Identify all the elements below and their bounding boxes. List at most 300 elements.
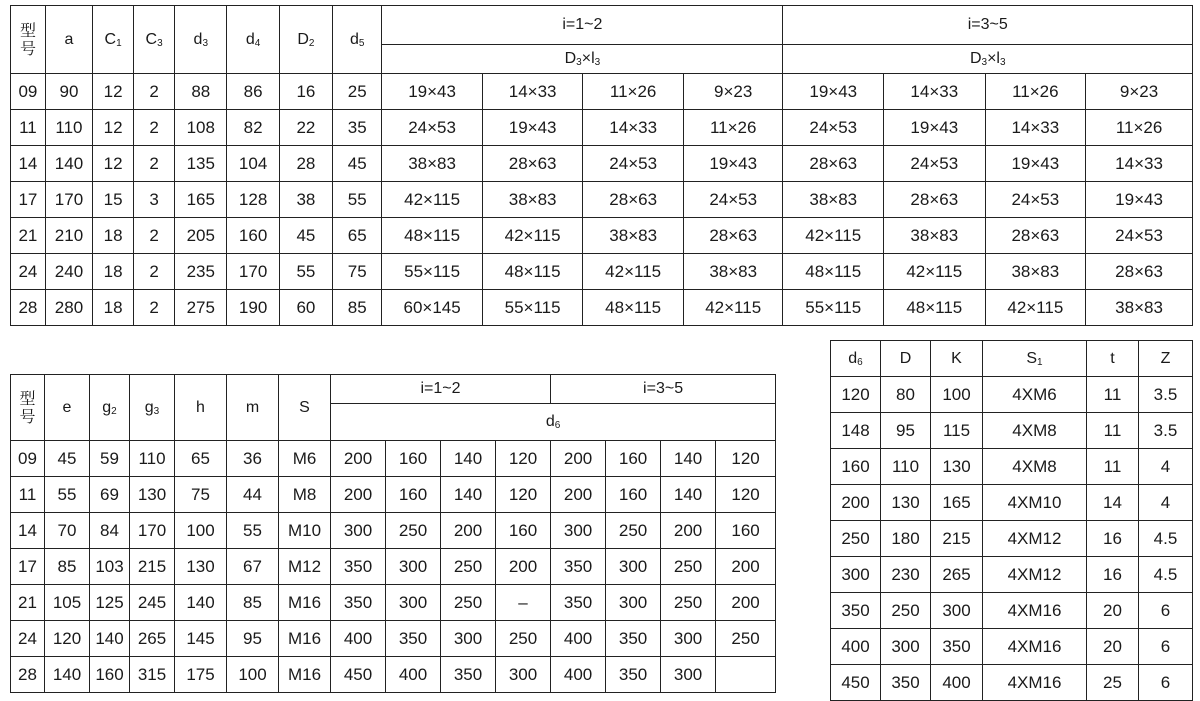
- top-table-cell: 2: [134, 74, 175, 110]
- header-d5: [333, 6, 382, 74]
- top-table-cell: 19×43: [783, 74, 884, 110]
- bolt-table-cell: 4: [1139, 485, 1193, 521]
- top-table-cell: 17: [11, 182, 46, 218]
- bottom-left-table-cell: 200: [441, 513, 496, 549]
- bolt-table-cell: 20: [1087, 593, 1139, 629]
- top-table-cell: 11×26: [1086, 110, 1193, 146]
- header-D3-l3-left: [382, 45, 783, 74]
- header-D3-l3-right: [783, 45, 1193, 74]
- top-table-cell: 55×115: [482, 290, 583, 326]
- bottom-left-table-cell: 55: [45, 477, 90, 513]
- bottom-left-table-cell: 140: [45, 657, 90, 693]
- bolt-table-header-base: S: [1026, 349, 1038, 367]
- bottom-left-table-cell: 300: [606, 585, 661, 621]
- top-table-cell: 24×53: [783, 110, 884, 146]
- top-table-row: [11, 182, 1193, 218]
- top-table-cell: 55: [279, 254, 332, 290]
- bottom-left-table-cell: 130: [175, 549, 227, 585]
- top-table-cell: 48×115: [482, 254, 583, 290]
- bolt-table-cell: 80: [881, 377, 931, 413]
- bottom-left-table-cell: –: [496, 585, 551, 621]
- bolt-table-cell: 4XM12: [983, 557, 1087, 593]
- top-table-cell: 165: [175, 182, 227, 218]
- bolt-table-row: [831, 593, 1193, 629]
- bolt-table-cell: 4XM8: [983, 413, 1087, 449]
- bottom-left-table-cell: M16: [279, 621, 331, 657]
- top-table-cell: 35: [333, 110, 382, 146]
- bottom-left-table-cell: 250: [716, 621, 776, 657]
- top-table-cell: 19×43: [683, 146, 783, 182]
- bolt-table-row: [831, 521, 1193, 557]
- bottom-left-table-cell: 250: [496, 621, 551, 657]
- top-table-cell: 48×115: [382, 218, 483, 254]
- top-table-cell: 12: [93, 110, 134, 146]
- top-table-cell: 28×63: [1086, 254, 1193, 290]
- bolt-table-cell: 230: [881, 557, 931, 593]
- bolt-table-cell: 180: [881, 521, 931, 557]
- top-table-cell: 24×53: [382, 110, 483, 146]
- bolt-table-cell: 130: [881, 485, 931, 521]
- top-table-cell: 11×26: [583, 74, 684, 110]
- bottom-left-table-cell: M10: [279, 513, 331, 549]
- bottom-left-table-cell: 250: [606, 513, 661, 549]
- bolt-table-cell: 450: [831, 665, 881, 701]
- bolt-table-cell: 250: [831, 521, 881, 557]
- bottom-left-table-cell: 160: [496, 513, 551, 549]
- header-c3-sub: 3: [157, 37, 163, 49]
- top-table-cell: 09: [11, 74, 46, 110]
- bottom-left-table-cell: 140: [441, 477, 496, 513]
- header-c3: [134, 6, 175, 74]
- top-table-cell: 38×83: [583, 218, 684, 254]
- bolt-table-cell: 300: [881, 629, 931, 665]
- bolt-table-cell: 350: [931, 629, 983, 665]
- bolt-table-cell: 25: [1087, 665, 1139, 701]
- bolt-table-cell: 4: [1139, 449, 1193, 485]
- bottom-left-table-cell: 300: [331, 513, 386, 549]
- header-c1-sub: 1: [116, 37, 122, 49]
- bottom-left-table-cell: M6: [279, 441, 331, 477]
- bolt-table-row: [831, 557, 1193, 593]
- top-table-cell: 205: [175, 218, 227, 254]
- bolt-table-cell: 11: [1087, 413, 1139, 449]
- bottom-left-table-cell: 350: [551, 585, 606, 621]
- bottom-left-table-cell: 300: [551, 513, 606, 549]
- header-d6-base: d: [545, 413, 555, 430]
- top-table-cell: 108: [175, 110, 227, 146]
- header-d3-sub: 3: [202, 37, 209, 49]
- header-g2: [90, 375, 130, 441]
- header-times-l: ×l: [987, 50, 1000, 67]
- bottom-left-table-cell: 400: [386, 657, 441, 693]
- bottom-left-table-cell: 140: [90, 621, 130, 657]
- top-table-cell: 110: [45, 110, 92, 146]
- header-S: S: [279, 375, 331, 441]
- bottom-left-table-cell: 120: [716, 477, 776, 513]
- top-table-cell: 45: [279, 218, 332, 254]
- bolt-table-cell: 4XM12: [983, 521, 1087, 557]
- top-table-cell: 25: [333, 74, 382, 110]
- bottom-left-table-cell: 170: [130, 513, 175, 549]
- bottom-left-table-cell: 215: [130, 549, 175, 585]
- bottom-left-table-cell: 160: [90, 657, 130, 693]
- bolt-table-header-base: D: [899, 349, 912, 367]
- bottom-left-table-cell: 300: [386, 549, 441, 585]
- top-table-cell: 11×26: [985, 74, 1086, 110]
- bottom-left-table-cell: 350: [331, 585, 386, 621]
- bolt-table-cell: 16: [1087, 521, 1139, 557]
- top-table-cell: 14×33: [884, 74, 986, 110]
- bolt-table-row: [831, 413, 1193, 449]
- bottom-left-table-cell: 200: [661, 513, 716, 549]
- bottom-left-table-cell: 145: [175, 621, 227, 657]
- bottom-left-table-cell: 300: [386, 585, 441, 621]
- top-table-cell: 28×63: [482, 146, 583, 182]
- bottom-left-table-cell: M12: [279, 549, 331, 585]
- bottom-left-table-cell: 140: [661, 477, 716, 513]
- bolt-table-cell: 400: [931, 665, 983, 701]
- bolt-table-header: [1087, 341, 1139, 377]
- top-table-cell: 85: [333, 290, 382, 326]
- header-e: e: [45, 375, 90, 441]
- header-model: [11, 375, 45, 441]
- bottom-left-table-cell: M8: [279, 477, 331, 513]
- header-m: m: [227, 375, 279, 441]
- bottom-left-table-cell: 120: [716, 441, 776, 477]
- top-table-cell: 24: [11, 254, 46, 290]
- bottom-left-table-cell: M16: [279, 585, 331, 621]
- bottom-left-table-cell: 350: [606, 621, 661, 657]
- top-table-cell: 19×43: [482, 110, 583, 146]
- top-table-cell: 14×33: [482, 74, 583, 110]
- bolt-table-cell: 6: [1139, 665, 1193, 701]
- bottom-left-table-cell: 140: [441, 441, 496, 477]
- top-table-cell: 19×43: [884, 110, 986, 146]
- bolt-table-cell: 4XM16: [983, 593, 1087, 629]
- top-table-cell: 24×53: [683, 182, 783, 218]
- top-table-cell: 12: [93, 146, 134, 182]
- bolt-table-cell: 4.5: [1139, 557, 1193, 593]
- top-table-cell: 82: [227, 110, 279, 146]
- top-table-cell: 3: [134, 182, 175, 218]
- bolt-table-cell: 4XM6: [983, 377, 1087, 413]
- top-table-cell: 190: [227, 290, 279, 326]
- bottom-left-table-cell: 265: [130, 621, 175, 657]
- bottom-left-table-cell: 250: [661, 585, 716, 621]
- bottom-left-table-row: [11, 621, 776, 657]
- top-table-cell: 38×83: [985, 254, 1086, 290]
- top-table-row: [11, 74, 1193, 110]
- bolt-table-cell: 100: [931, 377, 983, 413]
- bottom-left-table-cell: 110: [130, 441, 175, 477]
- bottom-left-table-cell: 350: [606, 657, 661, 693]
- top-table-cell: 240: [45, 254, 92, 290]
- top-table-cell: 28×63: [683, 218, 783, 254]
- top-table-cell: 88: [175, 74, 227, 110]
- top-table-cell: 75: [333, 254, 382, 290]
- bottom-left-table-cell: 315: [130, 657, 175, 693]
- bottom-left-table-cell: 160: [606, 477, 661, 513]
- bottom-left-table-cell: 245: [130, 585, 175, 621]
- bottom-left-table-row: [11, 441, 776, 477]
- bolt-table-row: [831, 485, 1193, 521]
- bolt-table-header: [983, 341, 1087, 377]
- header-c1-base: C: [104, 30, 117, 48]
- top-table-cell: 45: [333, 146, 382, 182]
- top-table-cell: 60×145: [382, 290, 483, 326]
- bottom-left-table-cell: 17: [11, 549, 45, 585]
- top-table-cell: 21: [11, 218, 46, 254]
- bolt-dimensions-table: [830, 340, 1193, 701]
- top-table-cell: 9×23: [1086, 74, 1193, 110]
- bottom-left-table-cell: 85: [45, 549, 90, 585]
- header-l3-sub: 3: [999, 57, 1006, 68]
- bottom-left-table-cell: 120: [496, 441, 551, 477]
- model-label: 型号: [19, 20, 36, 58]
- header-d3: [175, 6, 227, 74]
- bottom-left-table-cell: 200: [716, 549, 776, 585]
- bolt-table-cell: 300: [931, 593, 983, 629]
- header-d4: [227, 6, 279, 74]
- top-table-cell: 42×115: [884, 254, 986, 290]
- header-D2-base: D: [297, 30, 309, 48]
- header-D3-sub: 3: [981, 57, 988, 68]
- bottom-left-table-cell: 350: [386, 621, 441, 657]
- bottom-left-table-cell: 84: [90, 513, 130, 549]
- bolt-table-header-base: Z: [1160, 349, 1171, 367]
- bottom-left-table-cell: 125: [90, 585, 130, 621]
- header-c3-base: C: [145, 30, 158, 48]
- top-table-cell: 86: [227, 74, 279, 110]
- bottom-left-table-cell: 300: [661, 621, 716, 657]
- top-table-cell: 42×115: [683, 290, 783, 326]
- bolt-table-header: [831, 341, 881, 377]
- top-table-cell: 14: [11, 146, 46, 182]
- bottom-left-table-cell: 55: [227, 513, 279, 549]
- bottom-left-table-row: [11, 513, 776, 549]
- bolt-table-cell: 165: [931, 485, 983, 521]
- bottom-left-table-cell: 11: [11, 477, 45, 513]
- bottom-left-table-cell: 250: [441, 585, 496, 621]
- header-group-ratio-1-2: i=1~2: [382, 6, 783, 45]
- bolt-table-cell: 4XM8: [983, 449, 1087, 485]
- top-table-cell: 24×53: [985, 182, 1086, 218]
- bottom-left-table-cell: 450: [331, 657, 386, 693]
- top-table-cell: 42×115: [583, 254, 684, 290]
- bolt-table-cell: 6: [1139, 629, 1193, 665]
- top-table-cell: 16: [279, 74, 332, 110]
- bottom-left-table-cell: 120: [496, 477, 551, 513]
- top-table-cell: 38×83: [382, 146, 483, 182]
- bottom-left-table-cell: 140: [661, 441, 716, 477]
- header-group-ratio-3-5: i=3~5: [551, 375, 776, 404]
- header-g2-sub: 2: [111, 405, 117, 417]
- bottom-left-table-cell: 65: [175, 441, 227, 477]
- header-d4-sub: 4: [254, 37, 261, 49]
- bottom-left-table-cell: 140: [175, 585, 227, 621]
- bottom-left-table-cell: 69: [90, 477, 130, 513]
- bolt-table-cell: 160: [831, 449, 881, 485]
- header-g3-base: g: [144, 398, 154, 416]
- bottom-left-table-cell: 400: [551, 621, 606, 657]
- top-table-cell: 38×83: [1086, 290, 1193, 326]
- bottom-left-table-cell: 95: [227, 621, 279, 657]
- top-table-cell: 19×43: [985, 146, 1086, 182]
- bolt-table-cell: 300: [831, 557, 881, 593]
- bolt-table-cell: 11: [1087, 449, 1139, 485]
- top-table-row: [11, 110, 1193, 146]
- header-D3-base: D: [564, 50, 577, 67]
- header-D3-sub: 3: [576, 57, 582, 68]
- bolt-table-cell: 4XM10: [983, 485, 1087, 521]
- bottom-left-table-cell: 200: [331, 441, 386, 477]
- header-a: a: [45, 6, 92, 74]
- bolt-table-row: [831, 377, 1193, 413]
- header-d5-sub: 5: [358, 37, 365, 49]
- bottom-left-table-cell: 160: [386, 441, 441, 477]
- bolt-table-cell: 4XM16: [983, 629, 1087, 665]
- top-table-cell: 104: [227, 146, 279, 182]
- header-g3-sub: 3: [153, 405, 160, 417]
- bottom-left-table-cell: 200: [331, 477, 386, 513]
- bolt-table-header-base: d: [848, 349, 858, 367]
- bottom-left-table-cell: 09: [11, 441, 45, 477]
- top-table-cell: 24×53: [583, 146, 684, 182]
- bolt-table-cell: 148: [831, 413, 881, 449]
- bottom-left-table-cell: 130: [130, 477, 175, 513]
- bolt-table-header-sub: 6: [857, 356, 863, 368]
- header-model: [11, 6, 46, 74]
- bolt-table-row: [831, 665, 1193, 701]
- bolt-table-cell: 215: [931, 521, 983, 557]
- bolt-table-header-base: K: [951, 349, 962, 367]
- bottom-left-table-cell: 400: [331, 621, 386, 657]
- bottom-left-table-cell: 300: [496, 657, 551, 693]
- top-table-cell: 128: [227, 182, 279, 218]
- top-table-cell: 11×26: [683, 110, 783, 146]
- top-table-cell: 28: [11, 290, 46, 326]
- top-table-cell: 2: [134, 146, 175, 182]
- bolt-table-cell: 350: [831, 593, 881, 629]
- bottom-left-table-row: [11, 585, 776, 621]
- bottom-left-table-cell: 350: [331, 549, 386, 585]
- bottom-left-table-cell: 350: [551, 549, 606, 585]
- top-table-cell: 28×63: [783, 146, 884, 182]
- header-d6-sub: 6: [554, 420, 561, 431]
- top-table-cell: 55×115: [382, 254, 483, 290]
- top-table-cell: 42×115: [985, 290, 1086, 326]
- bolt-table-row: [831, 629, 1193, 665]
- top-table-cell: 28×63: [884, 182, 986, 218]
- bottom-left-table-cell: 300: [441, 621, 496, 657]
- header-l3-sub: 3: [594, 57, 601, 68]
- top-table-cell: 18: [93, 254, 134, 290]
- top-table-cell: 38: [279, 182, 332, 218]
- top-table-cell: 48×115: [884, 290, 986, 326]
- flange-dimensions-table: [10, 374, 776, 693]
- header-d4-base: d: [245, 30, 255, 48]
- bottom-left-table-cell: 175: [175, 657, 227, 693]
- bottom-left-table-cell: 105: [45, 585, 90, 621]
- bolt-table-cell: 130: [931, 449, 983, 485]
- header-group-ratio-1-2: i=1~2: [331, 375, 551, 404]
- bottom-left-table-cell: 100: [175, 513, 227, 549]
- top-table-cell: 210: [45, 218, 92, 254]
- top-table-cell: 9×23: [683, 74, 783, 110]
- bolt-table-cell: 3.5: [1139, 377, 1193, 413]
- top-table-cell: 60: [279, 290, 332, 326]
- bolt-table-cell: 6: [1139, 593, 1193, 629]
- bottom-left-table-cell: 75: [175, 477, 227, 513]
- top-table-cell: 19×43: [1086, 182, 1193, 218]
- header-d5-base: d: [349, 30, 359, 48]
- bottom-left-table-row: [11, 549, 776, 585]
- header-group-ratio-3-5: i=3~5: [783, 6, 1193, 45]
- bottom-left-table-cell: 300: [661, 657, 716, 693]
- top-table-cell: 24×53: [884, 146, 986, 182]
- top-table-cell: 11: [11, 110, 46, 146]
- bolt-table-header-sub: 1: [1037, 356, 1043, 368]
- top-table-cell: 65: [333, 218, 382, 254]
- model-label: 型号: [19, 388, 36, 426]
- reducer-dimensions-table: [10, 5, 1193, 326]
- top-table-cell: 24×53: [1086, 218, 1193, 254]
- top-table-cell: 28×63: [583, 182, 684, 218]
- top-table-cell: 170: [227, 254, 279, 290]
- top-table-cell: 19×43: [382, 74, 483, 110]
- bottom-left-table-row: [11, 477, 776, 513]
- top-table-cell: 38×83: [783, 182, 884, 218]
- header-d6: [331, 404, 776, 441]
- top-table-cell: 42×115: [482, 218, 583, 254]
- bottom-left-table-cell: 160: [386, 477, 441, 513]
- bolt-table-cell: 120: [831, 377, 881, 413]
- top-table-cell: 160: [227, 218, 279, 254]
- top-table-cell: 170: [45, 182, 92, 218]
- bottom-left-table-cell: M16: [279, 657, 331, 693]
- bottom-left-table-cell: 21: [11, 585, 45, 621]
- header-D2: [279, 6, 332, 74]
- bottom-left-table-cell: 200: [551, 441, 606, 477]
- top-table-cell: 42×115: [382, 182, 483, 218]
- top-table-cell: 14×33: [1086, 146, 1193, 182]
- bottom-left-table-cell: 44: [227, 477, 279, 513]
- bolt-table-cell: 14: [1087, 485, 1139, 521]
- top-table-cell: 55×115: [783, 290, 884, 326]
- header-D3-base: D: [969, 50, 982, 67]
- top-table-cell: 14×33: [985, 110, 1086, 146]
- top-table-cell: 28×63: [985, 218, 1086, 254]
- top-table-cell: 38×83: [683, 254, 783, 290]
- header-D2-sub: 2: [308, 37, 315, 49]
- bolt-table-cell: 200: [831, 485, 881, 521]
- top-table-cell: 12: [93, 74, 134, 110]
- header-times-l: ×l: [581, 50, 595, 67]
- bolt-table-cell: 3.5: [1139, 413, 1193, 449]
- top-table-cell: 275: [175, 290, 227, 326]
- bolt-table-cell: 400: [831, 629, 881, 665]
- top-table-cell: 2: [134, 290, 175, 326]
- bottom-left-table-cell: 85: [227, 585, 279, 621]
- top-table-cell: 14×33: [583, 110, 684, 146]
- bottom-left-table-cell: 14: [11, 513, 45, 549]
- bolt-table-header-base: t: [1110, 349, 1115, 367]
- header-h: h: [175, 375, 227, 441]
- top-table-cell: 38×83: [482, 182, 583, 218]
- bottom-left-table-cell: 350: [441, 657, 496, 693]
- top-table-cell: 48×115: [783, 254, 884, 290]
- bottom-left-table-cell: 250: [661, 549, 716, 585]
